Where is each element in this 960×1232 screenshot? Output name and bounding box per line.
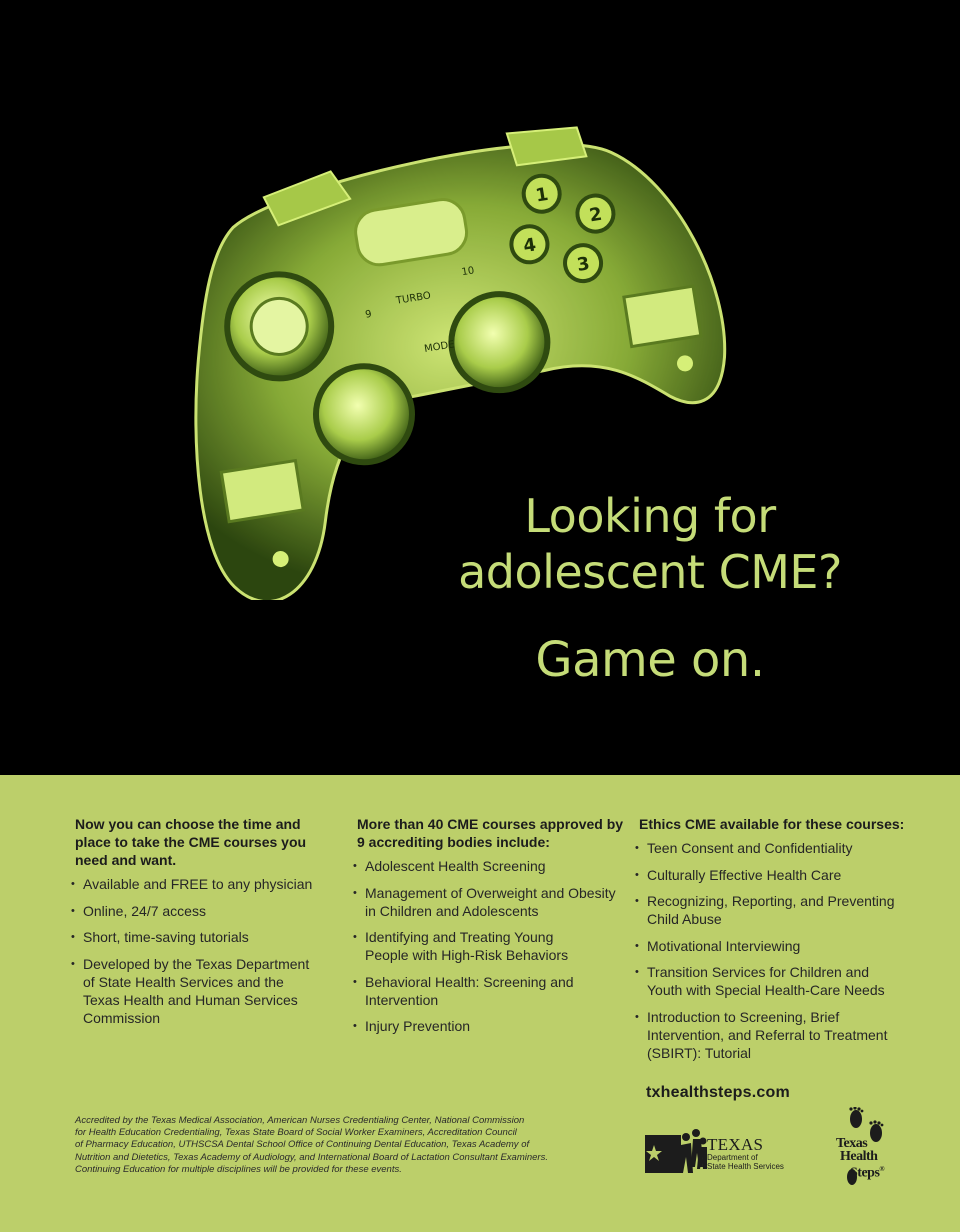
- dshs-logo-text: [707, 1136, 784, 1171]
- ethics-heading: Ethics CME available for these courses:: [639, 816, 905, 832]
- list-item-line: (SBIRT): Tutorial: [647, 1044, 751, 1061]
- list-item-line: • Introduction to Screening, Brief: [647, 1008, 840, 1025]
- accreditation-line: for Health Education Credentialing, Texas State Board of Social Worker Examiners, Accreditation Council: [75, 1127, 517, 1139]
- list-item-line: • Injury Prevention: [365, 1018, 471, 1034]
- headline-line-1: Looking for: [524, 489, 776, 543]
- ths-logo-text: [836, 1137, 898, 1180]
- courses-heading: More than 40 CME courses approved by 9 accrediting bodies include:: [357, 816, 624, 850]
- list-item: [75, 875, 330, 893]
- dshs-logo-name: TEXAS: [707, 1135, 764, 1154]
- accreditation-line: Continuing Education for multiple disciplines will be provided for these events.: [75, 1163, 402, 1175]
- ethics-column: [639, 815, 919, 1070]
- list-item: [357, 928, 629, 964]
- list-item-line: Intervention: [365, 991, 439, 1008]
- ths-logo-line: Texas: [836, 1136, 868, 1151]
- list-item-line: • Short, time-saving tutorials: [83, 929, 249, 945]
- svg-text:1: 1: [534, 183, 550, 207]
- dshs-logo-line2: State Health Services: [707, 1162, 784, 1171]
- ths-logo-line: [836, 1163, 898, 1180]
- list-item: [75, 955, 330, 1027]
- list-item: [639, 839, 919, 857]
- list-item: [357, 884, 629, 920]
- list-item-line: • Recognizing, Reporting, and Preventing: [647, 893, 895, 909]
- svg-text:2: 2: [587, 203, 604, 227]
- website-link[interactable]: txhealthsteps.com: [646, 1084, 790, 1101]
- list-item-line: Intervention, and Referral to Treatment: [647, 1026, 888, 1043]
- ths-logo-steps: Steps: [850, 1165, 880, 1181]
- list-item: [639, 866, 919, 884]
- headline: [420, 488, 880, 600]
- ths-logo-line: Health: [840, 1149, 878, 1164]
- list-item-line: • Available and FREE to any physician: [83, 876, 313, 892]
- svg-text:MODE: MODE: [423, 339, 456, 355]
- accreditation-text: [75, 1115, 625, 1176]
- list-item-line: Youth with Special Health-Care Needs: [647, 982, 885, 998]
- list-item-line: • Online, 24/7 access: [83, 902, 206, 919]
- ethics-list: [639, 839, 919, 1062]
- list-item-line: • Identifying and Treating Young: [365, 929, 554, 945]
- headline-line-2: adolescent CME?: [458, 545, 842, 599]
- list-item-line: • Motivational Interviewing: [647, 937, 801, 954]
- accreditation-line: Nutrition and Dietetics, Texas Academy of Audiology, and International Board of Lactation Consultant Examiners.: [75, 1151, 548, 1163]
- list-item-line: Commission: [83, 1009, 161, 1026]
- list-item: [357, 973, 629, 1009]
- list-item-line: • Transition Services for Children and: [647, 964, 870, 980]
- list-item-line: • Developed by the Texas Department: [83, 955, 310, 972]
- info-section: [0, 775, 960, 1232]
- list-item-line: Texas Health and Human Services: [83, 991, 298, 1008]
- list-item: [639, 937, 919, 955]
- courses-list: [357, 857, 629, 1035]
- svg-text:9: 9: [364, 308, 373, 321]
- list-item-line: • Behavioral Health: Screening and: [365, 973, 574, 990]
- list-item: [639, 892, 919, 928]
- list-item-line: in Children and Adolescents: [365, 902, 539, 919]
- list-item-line: People with High-Risk Behaviors: [365, 947, 569, 963]
- svg-text:4: 4: [521, 234, 538, 258]
- list-item: [75, 902, 330, 920]
- benefits-column: [75, 815, 330, 1035]
- list-item: [639, 1008, 919, 1062]
- list-item-line: of State Health Services and the: [83, 973, 284, 990]
- benefits-heading: Now you can choose the time and place to take the CME courses you need and want.: [75, 816, 307, 868]
- accreditation-line: Accredited by the Texas Medical Association, American Nurses Credentialing Center, National Commission: [75, 1115, 525, 1126]
- benefits-list: [75, 875, 330, 1027]
- svg-text:3: 3: [575, 253, 592, 276]
- list-item-line: • Adolescent Health Screening: [365, 858, 546, 874]
- registered-mark: ®: [879, 1165, 885, 1173]
- accreditation-line: of Pharmacy Education, UTHSCSA Dental School Office of Continuing Dental Education, Texas Academy of: [75, 1139, 530, 1151]
- svg-text:TURBO: TURBO: [395, 290, 432, 307]
- svg-text:10: 10: [460, 265, 476, 279]
- courses-column: [357, 815, 629, 1044]
- list-item: [357, 857, 629, 875]
- list-item-line: Child Abuse: [647, 911, 722, 927]
- tagline: Game on.: [535, 632, 765, 688]
- list-item-line: • Teen Consent and Confidentiality: [647, 840, 853, 856]
- list-item: [357, 1017, 629, 1035]
- dshs-logo-line1: Department of: [707, 1153, 758, 1162]
- list-item: [639, 963, 919, 999]
- list-item: [75, 928, 330, 946]
- list-item-line: • Culturally Effective Health Care: [647, 866, 842, 883]
- list-item-line: • Management of Overweight and Obesity: [365, 884, 616, 901]
